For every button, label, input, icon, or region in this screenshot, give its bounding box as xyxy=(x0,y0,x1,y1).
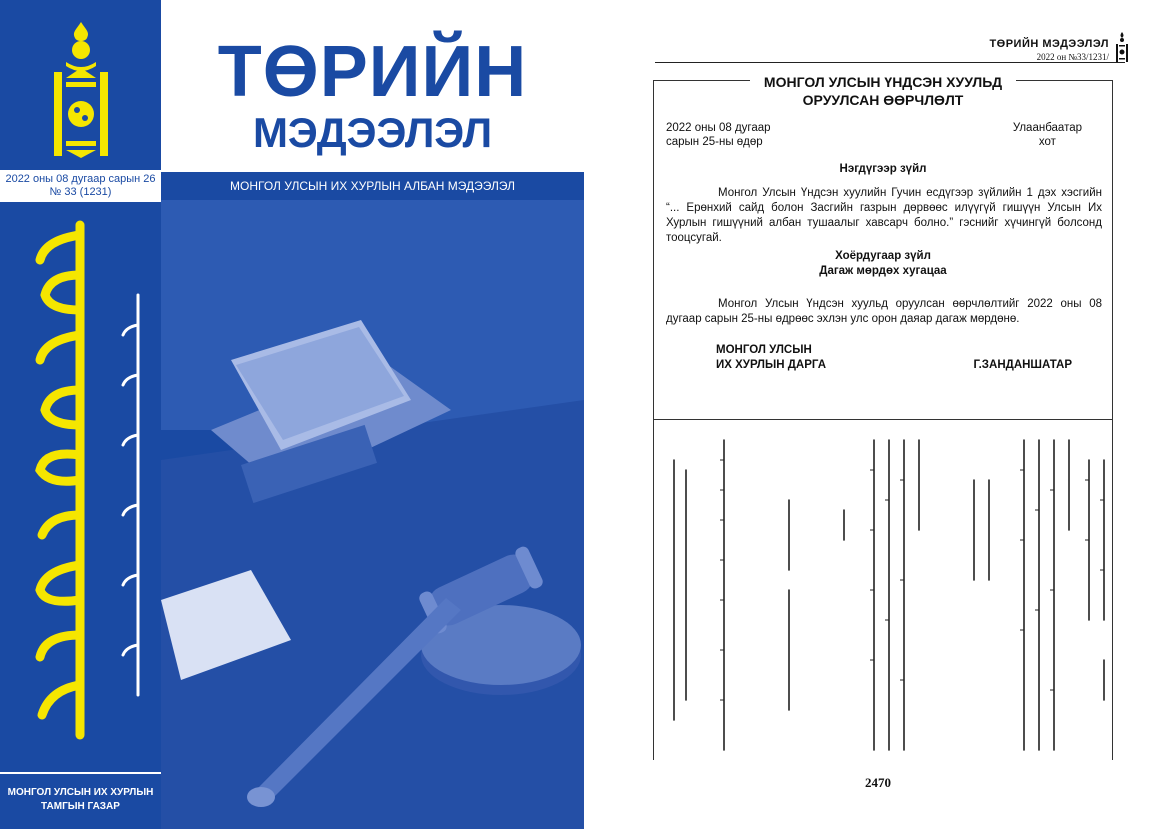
cover-date-text: 2022 оны 08 дугаар сарын 26 xyxy=(5,173,156,185)
page-header-title: ТӨРИЙН МЭДЭЭЛЭЛ xyxy=(989,38,1109,50)
cover-issue-date xyxy=(0,170,161,202)
magazine-title: ТӨРИЙН xyxy=(217,32,528,112)
signatory-name: Г.ЗАНДАНШАТАР xyxy=(973,359,1072,371)
page-number: 2470 xyxy=(865,775,891,790)
publisher-line-1: МОНГОЛ УЛСЫН ИХ ХУРЛЫН xyxy=(7,787,154,798)
soyombo-emblem-icon xyxy=(46,20,116,158)
article-1-title: Нэгдүгээр зүйл xyxy=(839,163,927,175)
mongol-script-document xyxy=(653,420,1113,760)
law-date-line-1: 2022 оны 08 дугаар xyxy=(666,122,771,134)
law-place xyxy=(1013,121,1082,149)
cover-photo-gavel xyxy=(161,200,584,829)
mongol-script-title xyxy=(20,215,160,755)
article-2-body: Монгол Улсын Үндсэн хуульд оруулсан өөрчлөлтийг 2022 оны 08 дугаар сарын 25-ны өдрөөс эхлэн улс орон даяар дагаж мөрдөнө. xyxy=(666,298,1102,325)
cover-publisher xyxy=(0,772,161,829)
signatory-position-line-2: ИХ ХУРЛЫН ДАРГА xyxy=(716,359,826,371)
mongol-script-text xyxy=(654,420,1171,760)
article-1-body: Монгол Улсын Үндсэн хуулийн Гучин есдүгээр зүйлийн 1 дэх хэсгийн “... Ерөнхий сайд болон Засгийн газрын дөрвөөс илүүгүй гишүүн Улсын Их Хурлын гишүүний албан тушаалыг хавсарч болно.” гэснийг хүчингүй болсонд тооцсугай. xyxy=(666,187,1102,244)
law-title-line-2: ОРУУЛСАН ӨӨРЧЛӨЛТ xyxy=(789,91,978,109)
header-rule xyxy=(655,62,1125,63)
law-document-box xyxy=(653,74,1113,420)
law-place-line-1: Улаанбаатар xyxy=(1012,122,1082,134)
law-date-line-2: сарын 25-ны өдөр xyxy=(666,136,763,148)
magazine-subtitle: МЭДЭЭЛЭЛ xyxy=(252,109,493,156)
cover-band: МОНГОЛ УЛСЫН ИХ ХУРЛЫН АЛБАН МЭДЭЭЛЭЛ xyxy=(161,172,584,200)
law-title-line-1: МОНГОЛ УЛСЫН ҮНДСЭН ХУУЛЬД xyxy=(750,73,1016,91)
article-2-title-line-1: Хоёрдугаар зүйл xyxy=(835,250,931,262)
publisher-line-2: ТАМГЫН ГАЗАР xyxy=(41,801,120,812)
signatory-position xyxy=(716,343,826,373)
cover-issue-number: № 33 (1231) xyxy=(49,186,112,198)
signatory-position-line-1: МОНГОЛ УЛСЫН xyxy=(716,344,812,356)
law-place-line-2: хот xyxy=(1038,136,1056,148)
document-page xyxy=(585,0,1171,829)
law-date xyxy=(666,121,771,149)
magazine-cover xyxy=(0,0,584,829)
article-2-title xyxy=(654,249,1112,279)
article-2-title-line-2: Дагаж мөрдөх хугацаа xyxy=(819,265,947,277)
soyombo-emblem-icon xyxy=(1115,32,1129,62)
law-title xyxy=(654,73,1112,110)
page-header-issue: 2022 он №33/1231/ xyxy=(1036,52,1109,62)
